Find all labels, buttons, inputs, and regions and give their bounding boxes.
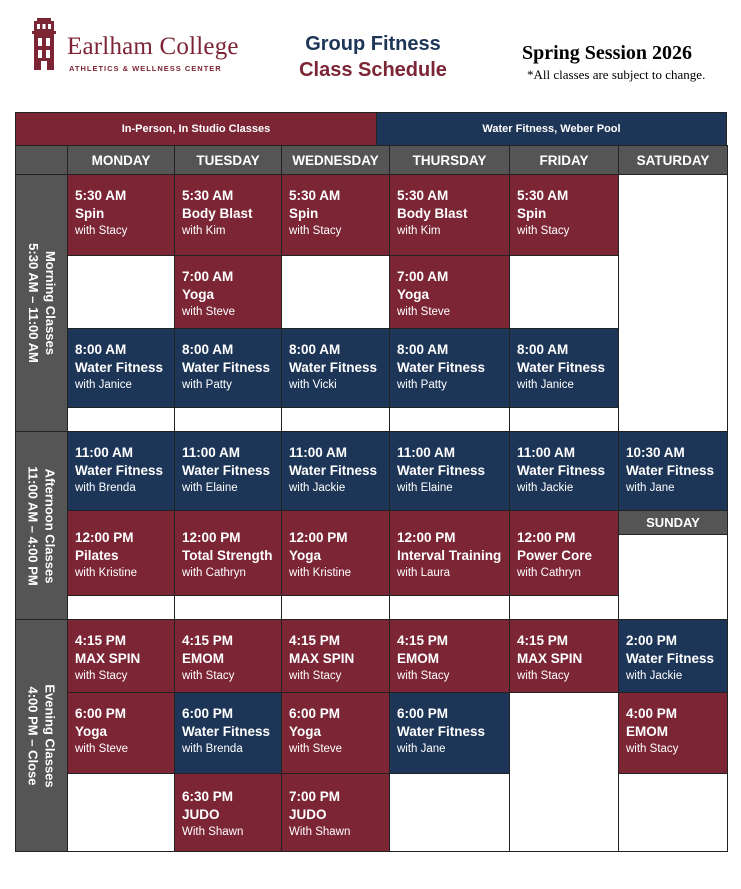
class-instructor: with Stacy: [626, 743, 679, 755]
empty-cell: [281, 407, 390, 432]
class-name: Spin: [517, 206, 547, 221]
class-instructor: with Janice: [75, 379, 132, 391]
class-instructor: with Kim: [182, 225, 226, 237]
class-name: Body Blast: [397, 206, 468, 221]
class-name: Water Fitness: [75, 463, 164, 478]
class-name: Yoga: [289, 548, 322, 563]
class-time: 11:00 AM: [517, 445, 576, 460]
class-instructor: with Steve: [289, 743, 343, 755]
day-header-thursday: THURSDAY: [389, 145, 510, 175]
class-instructor: with Patty: [397, 379, 447, 391]
class-time: 12:00 PM: [289, 530, 348, 545]
day-header-tuesday: TUESDAY: [174, 145, 282, 175]
day-header-sunday: SUNDAY: [618, 510, 728, 535]
class-cell: [281, 510, 390, 596]
class-name: Water Fitness: [289, 463, 378, 478]
class-name: Water Fitness: [397, 360, 486, 375]
empty-cell: [281, 595, 390, 620]
class-instructor: with Vicki: [289, 379, 337, 391]
period-afternoon-hours: 11:00 AM – 4:00 PM: [25, 465, 41, 586]
class-instructor: with Cathryn: [517, 567, 581, 579]
class-time: 5:30 AM: [289, 188, 341, 203]
empty-cell: [67, 773, 175, 852]
class-time: 11:00 AM: [75, 445, 134, 460]
day-header-wednesday: WEDNESDAY: [281, 145, 390, 175]
class-name: Spin: [75, 206, 105, 221]
tower-icon: [28, 16, 60, 72]
class-cell: [67, 510, 175, 596]
class-time: 12:00 PM: [517, 530, 576, 545]
empty-cell: [618, 174, 728, 432]
class-time: 6:00 PM: [75, 706, 127, 721]
class-name: Pilates: [75, 548, 119, 563]
class-instructor: with Jane: [397, 743, 446, 755]
period-morning: [15, 174, 68, 432]
empty-cell: [509, 255, 619, 329]
class-instructor: with Stacy: [75, 225, 128, 237]
class-time: 12:00 PM: [182, 530, 241, 545]
class-cell: [389, 255, 510, 329]
class-time: 4:15 PM: [517, 633, 569, 648]
legend-in-person: [15, 112, 377, 146]
class-cell: [281, 174, 390, 256]
empty-cell: [509, 407, 619, 432]
class-time: 11:00 AM: [182, 445, 241, 460]
class-instructor: with Brenda: [182, 743, 243, 755]
class-cell: [389, 328, 510, 408]
class-instructor: with Stacy: [182, 670, 235, 682]
class-cell: [389, 174, 510, 256]
class-instructor: with Steve: [397, 306, 451, 318]
class-instructor: with Stacy: [75, 670, 128, 682]
class-time: 4:00 PM: [626, 706, 678, 721]
class-instructor: with Janice: [517, 379, 574, 391]
empty-cell: [281, 255, 390, 329]
class-instructor: with Stacy: [289, 225, 342, 237]
class-cell: [509, 328, 619, 408]
class-instructor: with Elaine: [182, 482, 238, 494]
empty-cell: [67, 255, 175, 329]
class-time: 8:00 AM: [75, 342, 127, 357]
class-cell: [281, 773, 390, 852]
class-time: 11:00 AM: [289, 445, 348, 460]
class-cell: [67, 174, 175, 256]
class-name: EMOM: [626, 724, 668, 739]
class-time: 11:00 AM: [397, 445, 456, 460]
class-instructor: with Jackie: [626, 670, 683, 682]
empty-cell: [67, 595, 175, 620]
period-evening-hours: 4:00 PM – Close: [25, 685, 41, 785]
class-instructor: with Stacy: [517, 225, 570, 237]
class-time: 8:00 AM: [397, 342, 449, 357]
class-instructor: with Cathryn: [182, 567, 246, 579]
class-name: JUDO: [289, 807, 327, 822]
period-afternoon-name: Afternoon Classes: [42, 468, 58, 583]
class-name: Water Fitness: [289, 360, 378, 375]
class-name: Body Blast: [182, 206, 253, 221]
class-instructor: with Kim: [397, 225, 441, 237]
class-name: MAX SPIN: [75, 651, 141, 666]
class-name: Total Strength: [182, 548, 273, 563]
class-name: Water Fitness: [75, 360, 164, 375]
period-evening-name: Evening Classes: [42, 683, 58, 788]
class-name: Yoga: [397, 287, 430, 302]
class-instructor: with Stacy: [397, 670, 450, 682]
class-time: 5:30 AM: [75, 188, 127, 203]
class-name: Spin: [289, 206, 319, 221]
class-cell: [389, 692, 510, 774]
class-cell: [67, 328, 175, 408]
class-cell: [174, 619, 282, 693]
empty-cell: [509, 692, 619, 852]
empty-cell: [389, 773, 510, 852]
class-time: 6:00 PM: [289, 706, 341, 721]
class-instructor: With Shawn: [289, 826, 351, 838]
title-line-1: Group Fitness: [305, 33, 441, 55]
class-time: 6:00 PM: [182, 706, 234, 721]
class-cell: [67, 692, 175, 774]
class-cell: [618, 431, 728, 511]
class-name: Water Fitness: [517, 463, 606, 478]
class-name: Water Fitness: [182, 360, 271, 375]
class-name: EMOM: [182, 651, 224, 666]
class-time: 6:30 PM: [182, 789, 234, 804]
class-time: 12:00 PM: [75, 530, 134, 545]
class-name: Water Fitness: [517, 360, 606, 375]
class-time: 8:00 AM: [517, 342, 569, 357]
class-time: 12:00 PM: [397, 530, 456, 545]
class-instructor: with Jackie: [289, 482, 346, 494]
class-name: Yoga: [182, 287, 215, 302]
class-cell: [281, 692, 390, 774]
class-cell: [618, 619, 728, 693]
class-cell: [389, 510, 510, 596]
class-name: Power Core: [517, 548, 593, 563]
class-instructor: with Steve: [75, 743, 129, 755]
class-cell: [174, 431, 282, 511]
empty-cell: [389, 595, 510, 620]
class-cell: [509, 619, 619, 693]
class-time: 8:00 AM: [289, 342, 341, 357]
class-cell: [509, 174, 619, 256]
empty-cell: [509, 595, 619, 620]
class-cell: [67, 619, 175, 693]
college-name: Earlham College: [67, 33, 239, 60]
legend-in-person-label: In-Person, In Studio Classes: [121, 123, 271, 135]
class-cell: [389, 619, 510, 693]
empty-cell: [618, 534, 728, 620]
class-cell: [281, 431, 390, 511]
class-name: EMOM: [397, 651, 439, 666]
empty-cell: [67, 407, 175, 432]
class-cell: [509, 510, 619, 596]
class-cell: [618, 692, 728, 774]
period-afternoon: [15, 431, 68, 620]
class-time: 7:00 PM: [289, 789, 341, 804]
class-name: Yoga: [289, 724, 322, 739]
class-cell: [174, 692, 282, 774]
day-header-friday: FRIDAY: [509, 145, 619, 175]
legend-water-label: Water Fitness, Weber Pool: [482, 123, 621, 135]
class-cell: [389, 431, 510, 511]
period-morning-name: Morning Classes: [42, 250, 58, 356]
class-name: Water Fitness: [626, 463, 715, 478]
class-instructor: with Brenda: [75, 482, 136, 494]
class-instructor: with Laura: [397, 567, 451, 579]
class-name: Water Fitness: [397, 463, 486, 478]
class-time: 4:15 PM: [397, 633, 449, 648]
class-name: Interval Training: [397, 548, 502, 563]
class-time: 5:30 AM: [182, 188, 234, 203]
class-time: 5:30 AM: [397, 188, 449, 203]
class-name: JUDO: [182, 807, 220, 822]
class-instructor: with Stacy: [517, 670, 570, 682]
legend-water: [376, 112, 727, 146]
class-instructor: with Steve: [182, 306, 236, 318]
class-time: 5:30 AM: [517, 188, 569, 203]
class-instructor: with Stacy: [289, 670, 342, 682]
empty-cell: [389, 407, 510, 432]
empty-cell: [174, 407, 282, 432]
class-time: 4:15 PM: [182, 633, 234, 648]
college-subtitle: ATHLETICS & WELLNESS CENTER: [69, 64, 222, 73]
class-name: Yoga: [75, 724, 108, 739]
title-line-2: Class Schedule: [299, 59, 447, 81]
class-cell: [281, 619, 390, 693]
class-instructor: with Kristine: [289, 567, 351, 579]
day-header-monday: MONDAY: [67, 145, 175, 175]
college-logo: [28, 16, 248, 76]
class-instructor: with Jackie: [517, 482, 574, 494]
class-name: Water Fitness: [626, 651, 715, 666]
class-cell: [174, 174, 282, 256]
class-time: 4:15 PM: [289, 633, 341, 648]
class-cell: [281, 328, 390, 408]
change-note: *All classes are subject to change.: [527, 67, 706, 82]
class-name: MAX SPIN: [289, 651, 355, 666]
class-instructor: with Kristine: [75, 567, 137, 579]
corner-cell: [15, 145, 68, 175]
class-instructor: with Elaine: [397, 482, 453, 494]
class-instructor: with Jane: [626, 482, 675, 494]
day-header-saturday: SATURDAY: [618, 145, 728, 175]
class-cell: [67, 431, 175, 511]
class-time: 7:00 AM: [182, 269, 234, 284]
period-evening: [15, 619, 68, 852]
class-time: 4:15 PM: [75, 633, 127, 648]
class-cell: [174, 510, 282, 596]
class-name: Water Fitness: [397, 724, 486, 739]
class-instructor: with Patty: [182, 379, 232, 391]
class-time: 7:00 AM: [397, 269, 449, 284]
empty-cell: [618, 773, 728, 852]
period-morning-hours: 5:30 AM – 11:00 AM: [25, 243, 41, 363]
session-title: Spring Session 2026: [522, 42, 693, 64]
class-instructor: With Shawn: [182, 826, 244, 838]
class-name: Water Fitness: [182, 463, 271, 478]
class-time: 10:30 AM: [626, 445, 685, 460]
class-cell: [174, 773, 282, 852]
empty-cell: [174, 595, 282, 620]
class-cell: [174, 328, 282, 408]
class-cell: [174, 255, 282, 329]
class-name: Water Fitness: [182, 724, 271, 739]
class-name: MAX SPIN: [517, 651, 583, 666]
class-cell: [509, 431, 619, 511]
class-time: 6:00 PM: [397, 706, 449, 721]
class-time: 2:00 PM: [626, 633, 678, 648]
class-time: 8:00 AM: [182, 342, 234, 357]
